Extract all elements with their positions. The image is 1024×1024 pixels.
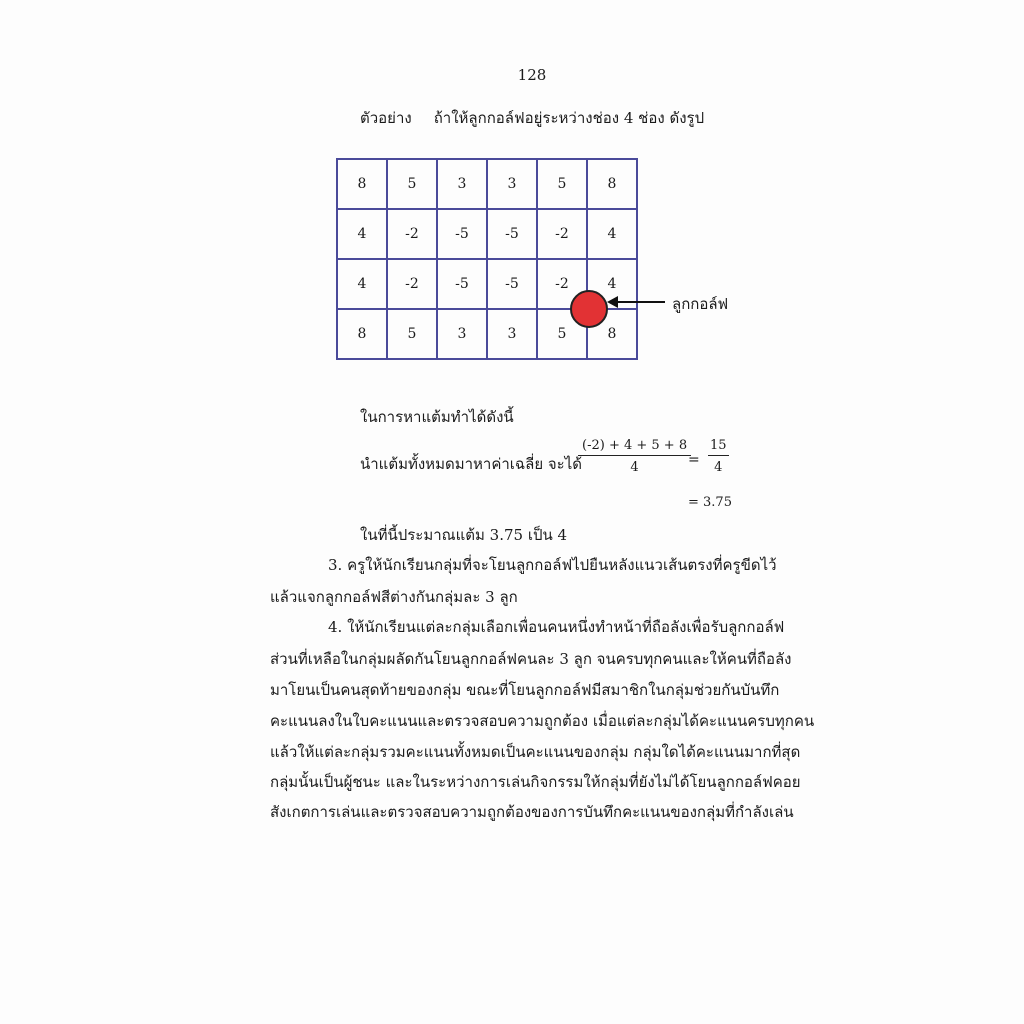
approximation-text: ในที่นี้ประมาณแต้ม 3.75 เป็น 4 [360, 526, 568, 544]
grid-cell: -2 [537, 259, 587, 309]
fraction-denominator: 4 [630, 460, 639, 475]
step-4-line-2: ส่วนที่เหลือในกลุ่มผลัดกันโยนลูกกอล์ฟคนละ 3 ลูก จนครบทุกคนและให้คนที่ถือลัง [270, 650, 792, 668]
grid-cell: 3 [437, 309, 487, 359]
arrow-icon [605, 292, 667, 312]
example-heading [360, 106, 704, 130]
grid-cell: 8 [587, 309, 637, 359]
step-4-line-4: คะแนนลงในใบคะแนนและตรวจสอบความถูกต้อง เมื่อแต่ละกลุ่มได้คะแนนครบทุกคน [270, 712, 815, 730]
decimal-result: = 3.75 [688, 495, 732, 510]
fraction-numerator: (-2) + 4 + 5 + 8 [578, 438, 691, 456]
grid-cell: 4 [337, 209, 387, 259]
step-3-line-2: แล้วแจกลูกกอล์ฟสีต่างกันกลุ่มละ 3 ลูก [270, 588, 518, 606]
calculation-intro: ในการหาแต้มทำได้ดังนี้ [360, 408, 514, 426]
result-numerator: 15 [708, 438, 729, 456]
step-4-line-1: 4. ให้นักเรียนแต่ละกลุ่มเลือกเพื่อนคนหนึ่งทำหน้าที่ถือลังเพื่อรับลูกกอล์ฟ [328, 618, 785, 636]
grid-cell: 5 [387, 159, 437, 209]
grid-cell: 4 [587, 209, 637, 259]
result-denominator: 4 [714, 460, 723, 475]
grid-cell: -2 [537, 209, 587, 259]
grid-cell: 4 [337, 259, 387, 309]
grid-cell: -2 [387, 259, 437, 309]
grid-cell: 3 [437, 159, 487, 209]
grid-cell: 8 [337, 159, 387, 209]
grid-cell: 3 [487, 159, 537, 209]
equals-sign: = [688, 452, 700, 468]
grid-cell: 5 [537, 159, 587, 209]
score-fraction [578, 438, 691, 475]
step-4-line-6: กลุ่มนั้นเป็นผู้ชนะ และในระหว่างการเล่นกิจกรรมให้กลุ่มที่ยังไม่ได้โยนลูกกอล์ฟคอย [270, 773, 801, 791]
grid-cell: -5 [487, 209, 537, 259]
average-text: นำแต้มทั้งหมดมาหาค่าเฉลี่ย จะได้ [360, 455, 583, 473]
grid-cell: 5 [387, 309, 437, 359]
step-4-line-3: มาโยนเป็นคนสุดท้ายของกลุ่ม ขณะที่โยนลูกกอล์ฟมีสมาชิกในกลุ่มช่วยกันบันทึก [270, 681, 780, 699]
grid-row [337, 209, 637, 259]
example-text: ถ้าให้ลูกกอล์ฟอยู่ระหว่างช่อง 4 ช่อง ดังรูป [433, 109, 705, 127]
grid-cell: -5 [487, 259, 537, 309]
grid-cell: 8 [337, 309, 387, 359]
step-4-line-7: สังเกตการเล่นและตรวจสอบความถูกต้องของการบันทึกคะแนนของกลุ่มที่กำลังเล่น [270, 803, 794, 821]
grid-row [337, 159, 637, 209]
step-4-line-5: แล้วให้แต่ละกลุ่มรวมคะแนนทั้งหมดเป็นคะแนนของกลุ่ม กลุ่มใดได้คะแนนมากที่สุด [270, 743, 801, 761]
example-label: ตัวอย่าง [360, 109, 412, 127]
grid-cell: -5 [437, 209, 487, 259]
golf-ball-label: ลูกกอล์ฟ [672, 295, 729, 313]
page-number: 128 [517, 66, 547, 84]
grid-cell: -2 [387, 209, 437, 259]
grid-cell: 5 [537, 309, 587, 359]
grid-cell: 4 [587, 259, 637, 309]
golf-ball-icon [570, 290, 608, 328]
grid-cell: -5 [437, 259, 487, 309]
result-fraction [708, 438, 729, 475]
grid-cell: 8 [587, 159, 637, 209]
grid-cell: 3 [487, 309, 537, 359]
score-grid [336, 158, 638, 360]
step-3-line-1: 3. ครูให้นักเรียนกลุ่มที่จะโยนลูกกอล์ฟไปยืนหลังแนวเส้นตรงที่ครูขีดไว้ [328, 556, 777, 574]
